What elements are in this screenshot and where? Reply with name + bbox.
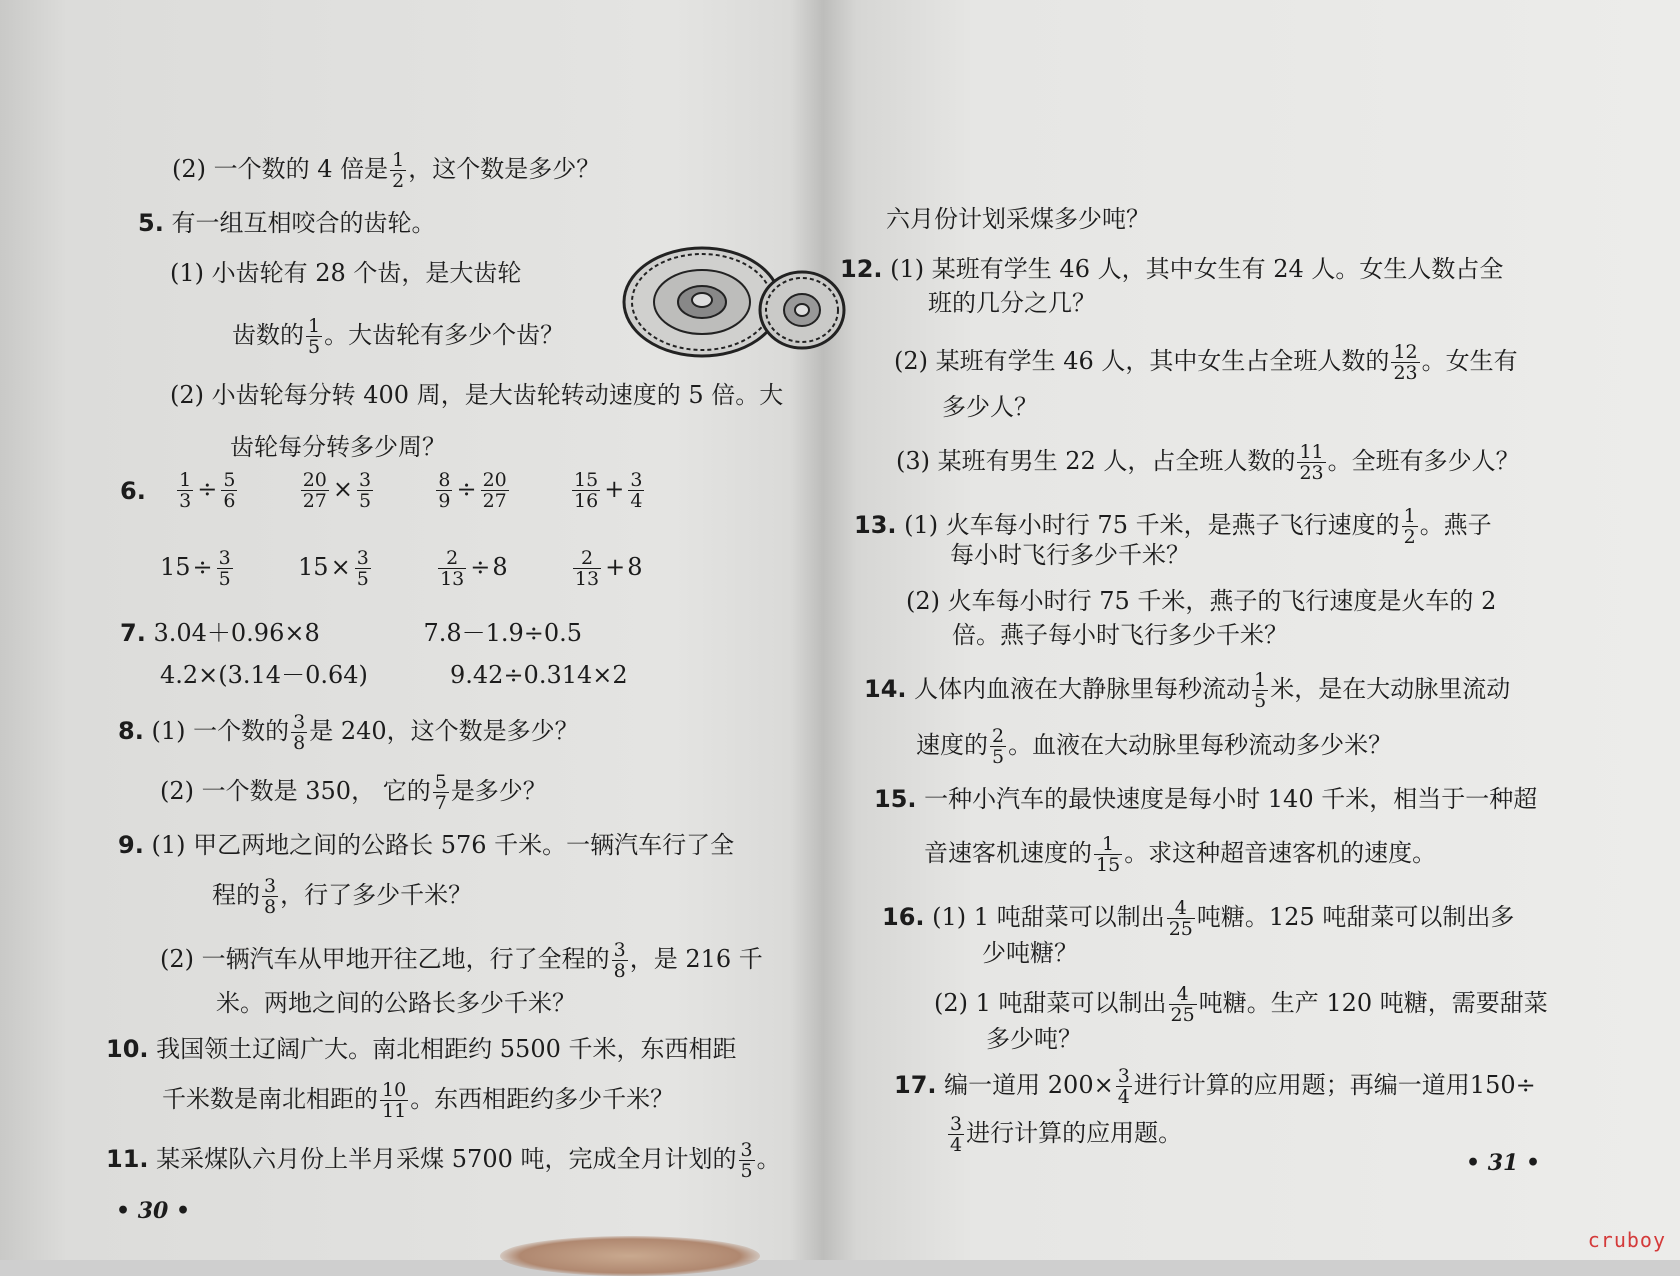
problem-6-row2: 15÷ $\frac{3}{5}$ 15× $\frac{3}{5}$ $\frac{2}{13}$ ÷8 $\frac{2}{13}$ +8 xyxy=(160,547,643,590)
problem-5-2-cont: 齿轮每分转多少周？ xyxy=(230,433,446,461)
problem-16-1-cont: 少吨糖？ xyxy=(982,939,1078,967)
page-number-left: • 30 • xyxy=(116,1198,191,1224)
problem-12-2: (2) 某班有学生 46 人，其中女生占全班人数的 $\frac{12}{23}$ 。女生有 xyxy=(894,341,1518,384)
problem-6-row1: 6. $\frac{1}{3}$ ÷ $\frac{5}{6}$ $\frac{20}{27}$ × $\frac{3}{5}$ $\frac{8}{9}$ ÷ $\frac{20}{27}$ $\frac{15}{16}$ + $\frac{3}{4}$ xyxy=(120,469,643,512)
problem-8-2: (2) 一个数是 350， 它的 $\frac{5}{7}$ 是多少？ xyxy=(160,771,547,814)
problem-9-2: (2) 一辆汽车从甲地开往乙地，行了全程的 $\frac{3}{8}$ ，是 216 千 xyxy=(160,939,763,982)
problem-9-1-cont: 程的 $\frac{3}{8}$ ，行了多少千米？ xyxy=(212,875,473,918)
right-page xyxy=(820,0,1680,1260)
fraction: $\frac{1}{5}$ xyxy=(308,315,321,358)
page-number-right: • 31 • xyxy=(1466,1150,1541,1176)
problem-7-row1: 7. 3.04＋0.96×8 7.8－1.9÷0.5 xyxy=(120,619,583,647)
problem-14-cont: 速度的 $\frac{2}{5}$ 。血液在大动脉里每秒流动多少米？ xyxy=(916,725,1393,768)
problem-5: 5. 有一组互相咬合的齿轮。 xyxy=(138,209,436,237)
problem-7-row2: 4.2×(3.14－0.64) 9.42÷0.314×2 xyxy=(160,661,628,689)
problem-5-1-cont: 齿数的 $\frac{1}{5}$ 。大齿轮有多少个齿？ xyxy=(232,315,565,358)
problem-13-2: (2) 火车每小时行 75 千米，燕子的飞行速度是火车的 2 xyxy=(906,587,1497,615)
problem-17: 17. 编一道用 200× $\frac{3}{4}$ 进行计算的应用题；再编一道用150÷ xyxy=(894,1065,1536,1108)
problem-4-2: (2) 一个数的 4 倍是 $\frac{1}{2}$ ，这个数是多少？ xyxy=(172,149,601,192)
problem-5-2: (2) 小齿轮每分转 400 周，是大齿轮转动速度的 5 倍。大 xyxy=(170,381,784,409)
problem-10: 10. 我国领土辽阔广大。南北相距约 5500 千米，东西相距 xyxy=(106,1035,737,1063)
problem-5-1: (1) 小齿轮有 28 个齿，是大齿轮 xyxy=(170,259,522,287)
problem-15: 15. 一种小汽车的最快速度是每小时 140 千米，相当于一种超 xyxy=(874,785,1538,813)
problem-13-2-cont: 倍。燕子每小时飞行多少千米？ xyxy=(952,621,1288,649)
problem-13-1: 13. (1) 火车每小时行 75 千米，是燕子飞行速度的 $\frac{1}{2}$ 。燕子 xyxy=(854,505,1492,548)
problem-12-3: (3) 某班有男生 22 人，占全班人数的 $\frac{11}{23}$ 。全班有多少人？ xyxy=(896,441,1520,484)
problem-8-1: 8. (1) 一个数的 $\frac{3}{8}$ 是 240，这个数是多少？ xyxy=(118,711,579,754)
finger-shadow xyxy=(500,1236,760,1276)
problem-17-cont: $\frac{3}{4}$ 进行计算的应用题。 xyxy=(950,1113,1183,1156)
left-page xyxy=(20,0,820,1260)
problem-16-1: 16. (1) 1 吨甜菜可以制出 $\frac{4}{25}$ 吨糖。125 吨甜菜可以制出多 xyxy=(882,897,1515,940)
problem-13-1-cont: 每小时飞行多少千米？ xyxy=(950,541,1190,569)
problem-14: 14. 人体内血液在大静脉里每秒流动 $\frac{1}{5}$ 米，是在大动脉里流动 xyxy=(864,669,1511,712)
problem-9-1: 9. (1) 甲乙两地之间的公路长 576 千米。一辆汽车行了全 xyxy=(118,831,735,859)
problem-10-cont: 千米数是南北相距的 $\frac{10}{11}$ 。东西相距约多少千米？ xyxy=(162,1079,675,1122)
problem-11: 11. 某采煤队六月份上半月采煤 5700 吨，完成全月计划的 $\frac{3}{5}$ 。 xyxy=(106,1139,781,1182)
problem-15-cont: 音速客机速度的 $\frac{1}{15}$ 。求这种超音速客机的速度。 xyxy=(924,833,1437,876)
watermark: cruboy xyxy=(1587,1228,1666,1252)
problem-12-2-cont: 多少人？ xyxy=(942,393,1038,421)
fraction: $\frac{1}{2}$ xyxy=(392,149,405,192)
problem-11-cont: 六月份计划采煤多少吨？ xyxy=(886,205,1150,233)
problem-12-1: 12. (1) 某班有学生 46 人，其中女生有 24 人。女生人数占全 xyxy=(840,255,1504,283)
problem-12-1-cont: 班的几分之几？ xyxy=(928,289,1096,317)
problem-16-2-cont: 多少吨？ xyxy=(986,1025,1082,1053)
problem-9-2-cont: 米。两地之间的公路长多少千米？ xyxy=(216,989,576,1017)
gears-illustration xyxy=(620,232,848,368)
problem-16-2: (2) 1 吨甜菜可以制出 $\frac{4}{25}$ 吨糖。生产 120 吨糖，需要甜菜 xyxy=(934,983,1548,1026)
